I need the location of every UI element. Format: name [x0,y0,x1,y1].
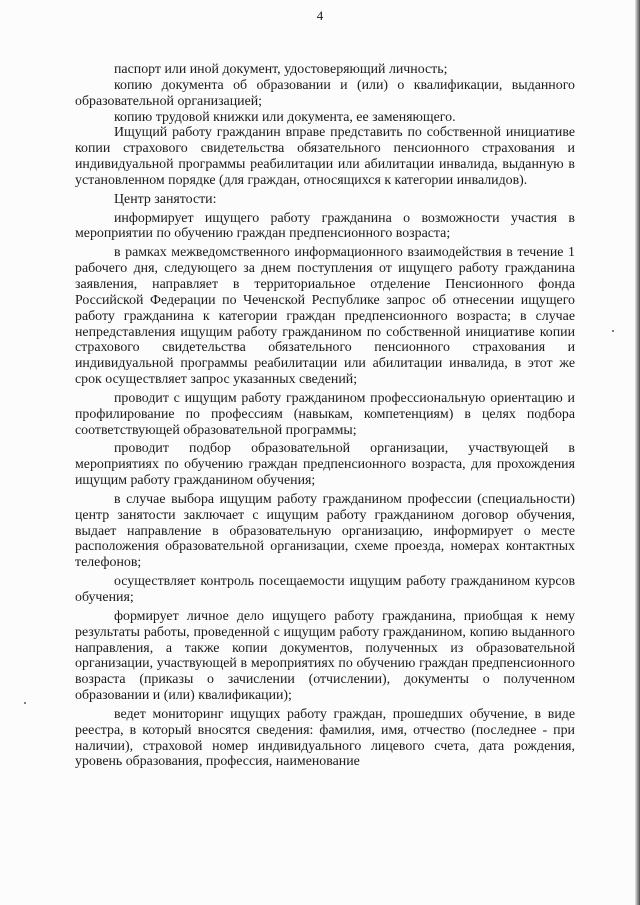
scan-speck [24,702,26,704]
paragraph-training-contract: в случае выбора ищущим работу гражданином профессии (специальности) центр занятости заключает с ищущим работу гражданином договор обучения, выдает направление в образовательную организацию, информирует о месте расположения образовательной организации, схеме проезда, номерах контактных телефонов; [75,491,575,571]
paragraph-employment-center: Центр занятости: [114,191,217,207]
paragraph-select-organization: проводит подбор образовательной организации, участвующей в мероприятиях по обучению граждан предпенсионного возраста, для прохождения ищущим работу гражданином обучения; [75,441,575,489]
paragraph-education-copy: копию документа об образовании и (или) о квалификации, выданного образовательной организацией; [75,77,575,109]
paragraph-personal-file: формирует личное дело ищущего работу гражданина, приобщая к нему результаты работы, проведенной с ищущим работу гражданином, копию выданного направления, а также копии документов, полученных из образовательной организации, участвующей в мероприятиях по обучению граждан предпенсионного возраста (приказы о зачислении (отчислении), документы о полученном образовании и (или) квалификации); [75,608,575,704]
paragraph-attendance-control: осуществляет контроль посещаемости ищущим работу гражданином курсов обучения; [75,574,575,605]
page-number: 4 [316,8,324,23]
scan-edge-shadow [635,0,640,905]
document-body [75,62,575,773]
scan-speck [612,330,614,332]
paragraph-passport: паспорт или иной документ, удостоверяющий личность; [114,62,448,77]
paragraph-employment-record: копию трудовой книжки или документа, ее заменяющего. [114,109,456,125]
paragraph-monitoring-registry: ведет мониторинг ищущих работу граждан, прошедших обучение, в виде реестра, в который вносятся сведения: фамилия, имя, отчество (последнее - при наличии), страховой номер индивидуального лицевого счета, дата рождения, уровень образования, профессия, наименование [75,706,575,770]
paragraph-career-guidance: проводит с ищущим работу гражданином профессиональную ориентацию и профилирование по профессиям (навыкам, компетенциям) в целях подбора соответствующей образовательной программы; [75,390,575,438]
paragraph-interagency-request: в рамках межведомственного информационного взаимодействия в течение 1 рабочего дня, следующего за днем поступления от ищущего работу гражданина заявления, направляет в территориальное отделение Пенсионного фонда Российской Федерации по Чеченской Республике запрос об отнесении ищущего работу гражданина к категории граждан предпенсионного возраста; в случае непредставления ищущим работу гражданином по собственной инициативе копии страхового свидетельства обязательного пенсионного страхования и индивидуальной программы реабилитации или абилитации инвалида, в этот же срок осуществляет запрос указанных сведений; [75,245,575,388]
paragraph-informs: информирует ищущего работу гражданина о возможности участия в мероприятии по обучению граждан предпенсионного возраста; [75,210,575,242]
paragraph-optional-documents: Ищущий работу гражданин вправе представить по собственной инициативе копии страхового свидетельства обязательного пенсионного страхования и индивидуальной программы реабилитации или абилитации инвалида, выданную в установленном порядке (для граждан, относящихся к категории инвалидов). [75,125,575,188]
